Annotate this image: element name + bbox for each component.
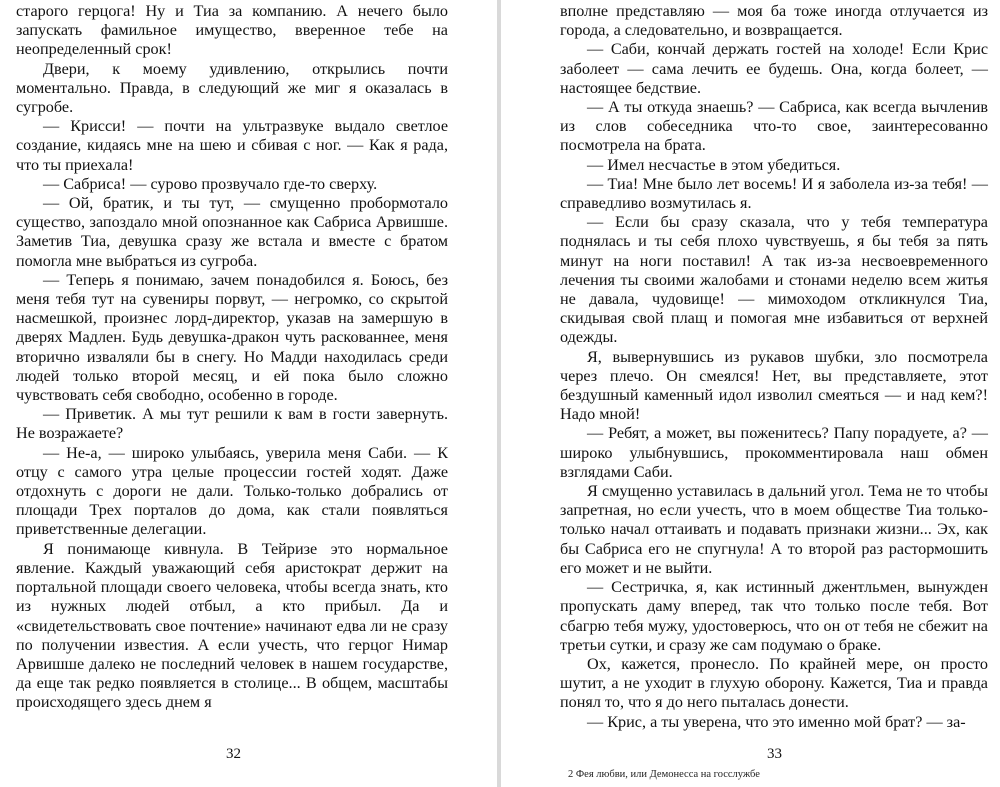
running-footer: 2 Фея любви, или Демонесса на госслужбе (568, 769, 760, 780)
paragraph: вполне представляю — моя ба тоже иногда отлучается из города, а следовательно, и возвращается. (560, 2, 988, 40)
paragraph: — Сабриса! — сурово прозвучало где-то сверху. (43, 174, 378, 193)
paragraph: — Приветик. А мы тут решили к вам в гости завернуть. Не возражаете? (16, 405, 448, 443)
paragraph: — Не-а, — широко улыбаясь, уверила меня Саби. — К отцу с самого утра целые процессии гостей ходят. Даже отдохнуть с дороги не дали. Только-только добрались от площади Трех порталов до дома, как стали появляться приветственные делегации. (16, 443, 448, 539)
right-page-text (560, 2, 988, 732)
page-number: 32 (226, 746, 241, 762)
paragraph: Двери, к моему удивлению, открылись почти моментально. Правда, в следующий же миг я оказалась в сугробе. (16, 59, 448, 117)
paragraph: — Имел несчастье в этом убедиться. (587, 155, 841, 174)
left-page (0, 0, 497, 787)
paragraph: — Саби, кончай держать гостей на холоде! Если Крис заболеет — сама лечить ее будешь. Она, когда болеет, — настоящее бедствие. (560, 40, 988, 97)
left-page-text (16, 2, 448, 713)
paragraph: Ох, кажется, пронесло. По крайней мере, он просто шутит, а не уходит в глухую оборону. Кажется, Тиа и правда понял то, что я до него пыталась донести. (560, 654, 988, 712)
paragraph: старого герцога! Ну и Тиа за компанию. А нечего было запускать фамильное имущество, вверенное тебе на неопределенный срок! (16, 2, 448, 59)
paragraph: — Ой, братик, и ты тут, — смущенно пробормотало существо, запоздало мной опознанное как Сабриса Арвишше. Заметив Тиа, девушка сразу же встала и вместе с братом помогла мне выбраться из сугроба. (16, 194, 448, 270)
paragraph: — Крисси! — почти на ультразвуке выдало светлое создание, кидаясь мне на шею и сбивая с ног. — Как я рада, что ты приехала! (16, 117, 448, 174)
page-number: 33 (767, 746, 782, 762)
paragraph: — Крис, а ты уверена, что это именно мой брат? — за- (587, 712, 966, 731)
paragraph: Я смущенно уставилась в дальний угол. Тема не то чтобы запретная, но если учесть, что в моем обществе Тиа только-только начал оттаивать и подавать признаки жизни... Эх, как бы Сабриса его не спугнула! А то второй раз растормошить его может и не выйти. (560, 482, 988, 577)
right-page (501, 0, 1000, 787)
paragraph: Я понимающе кивнула. В Тейризе это нормальное явление. Каждый уважающий себя аристократ держит на портальной площади своего человека, чтобы всегда знать, кто из нужных людей отбыл, а кто прибыл. Да и «свидетельствовать свое почтение» начинают едва ли не сразу по получении известия. А если учесть, что герцог Нимар Арвишше далеко не последний человек в нашем государстве, да еще так редко появляется в столице... В общем, масштабы происходящего здесь днем я (16, 539, 448, 712)
paragraph: Я, вывернувшись из рукавов шубки, зло посмотрела через плечо. Он смеялся! Нет, вы представляете, этот бездушный каменный идол изволил смеяться — и над кем?! Надо мной! (560, 347, 988, 424)
paragraph: — А ты откуда знаешь? — Сабриса, как всегда вычленив из слов собеседника что-то свое, заинтересованно посмотрела на брата. (560, 98, 988, 155)
paragraph: — Ребят, а может, вы поженитесь? Папу порадуете, а? — широко улыбнувшись, прокомментировала наш обмен взглядами Саби. (560, 424, 988, 481)
paragraph: — Тиа! Мне было лет восемь! И я заболела из-за тебя! — справедливо возмутилась я. (560, 174, 988, 213)
paragraph: — Если бы сразу сказала, что у тебя температура поднялась и ты себя плохо чувствуешь, я бы тебя за пять минут на ноги поставил! А так из-за несвоевременного лечения ты своими жалобами и стонами неделю всем житья не давала, чудовище! — мимоходом откликнулся Тиа, скидывая свой плащ и помогая мне избавиться от верхней одежды. (560, 213, 988, 347)
paragraph: — Сестричка, я, как истинный джентльмен, вынужден пропускать даму вперед, так что только после тебя. Вот сбагрю тебя мужу, удостоверюсь, что он от тебя не сбежит на третьи сутки, и сразу же сам подумаю о браке. (560, 578, 988, 654)
paragraph: — Теперь я понимаю, зачем понадобился я. Боюсь, без меня тебя тут на сувениры порвут, — негромко, со скрытой насмешкой, произнес лорд-директор, указав на замершую в дверях Мадлен. Будь девушка-дракон чуть раскованнее, меня вторично изваляли бы в снегу. Но Мадди находилась среди людей только второй месяц, и ей пока было сложно чувствовать себя свободно, особенно в городе. (16, 270, 448, 405)
